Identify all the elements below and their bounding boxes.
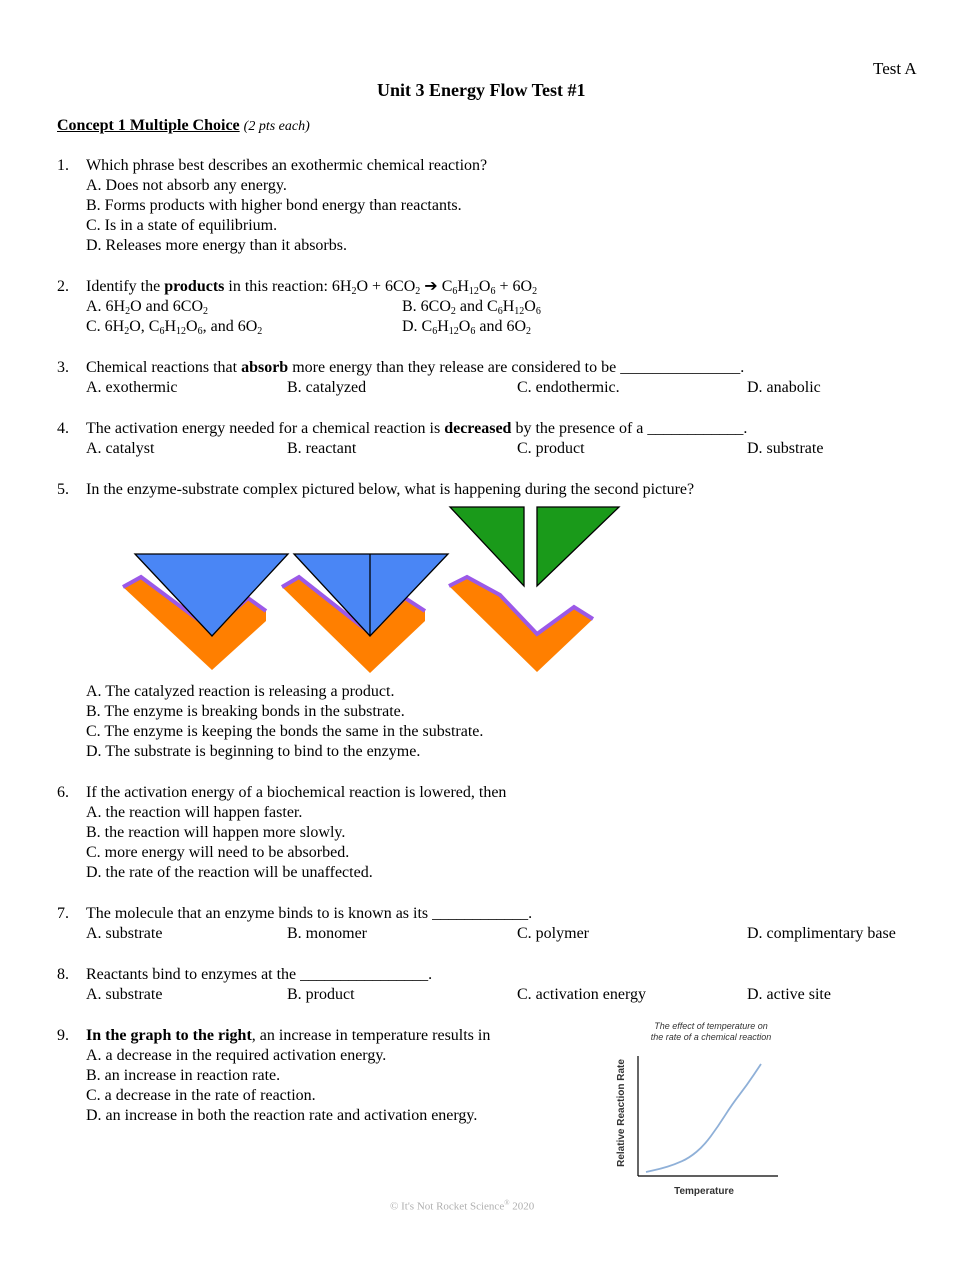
question-1-option-a: A. Does not absorb any energy. xyxy=(86,177,287,194)
section-points: (2 pts each) xyxy=(243,119,310,134)
question-3-text xyxy=(86,358,744,378)
question-9-text xyxy=(86,1026,490,1046)
question-9-suffix: , an increase in temperature results in xyxy=(251,1027,491,1044)
temperature-rate-graph xyxy=(600,1015,800,1200)
test-label: Test A xyxy=(873,59,917,78)
question-6-option-b: B. the reaction will happen more slowly. xyxy=(86,824,346,841)
question-1-option-d: D. Releases more energy than it absorbs. xyxy=(86,237,347,254)
page-title: Unit 3 Energy Flow Test #1 xyxy=(377,80,586,100)
question-3-option-d: D. anabolic xyxy=(747,379,821,396)
question-5-option-b: B. The enzyme is breaking bonds in the substrate. xyxy=(86,703,405,720)
question-number: 2. xyxy=(57,278,69,295)
question-5-option-a: A. The catalyzed reaction is releasing a product. xyxy=(86,683,395,700)
question-3-prefix: Chemical reactions that xyxy=(86,359,242,376)
question-2-option-b: B. $6CO_2$ and $C_6H_{12}O_6$ xyxy=(402,298,541,317)
footer-year: 2020 xyxy=(509,1200,535,1213)
y-axis-label: Relative Reaction Rate xyxy=(616,1059,627,1167)
question-7-option-d: D. complimentary base xyxy=(747,925,896,942)
question-7-option-c: C. polymer xyxy=(517,925,589,942)
footer-reg: ® xyxy=(504,1199,510,1207)
question-8-option-c: C. activation energy xyxy=(517,986,646,1003)
product-shape-left xyxy=(450,507,524,586)
question-9-option-d: D. an increase in both the reaction rate and activation energy. xyxy=(86,1107,478,1124)
stage-2-substrate-bound xyxy=(282,554,448,673)
question-number: 8. xyxy=(57,966,69,983)
question-1-option-c: C. Is in a state of equilibrium. xyxy=(86,217,278,234)
question-8-text: Reactants bind to enzymes at the ________________. xyxy=(86,966,433,983)
question-4-suffix: by the presence of a ____________. xyxy=(511,420,748,437)
copyright-footer xyxy=(390,1193,534,1217)
question-number: 3. xyxy=(57,359,69,376)
graph-title-line2: the rate of a chemical reaction xyxy=(650,1032,772,1042)
question-7-option-b: B. monomer xyxy=(287,925,367,942)
question-2-mid: in this reaction: 6H xyxy=(224,278,352,295)
graph-title-line1: The effect of temperature on xyxy=(654,1021,768,1031)
question-3-bold: absorb xyxy=(241,359,289,376)
question-6-text: If the activation energy of a biochemical reaction is lowered, then xyxy=(86,784,507,801)
question-4-prefix: The activation energy needed for a chemical reaction is xyxy=(86,420,445,437)
question-4-option-b: B. reactant xyxy=(287,440,357,457)
question-8-option-a: A. substrate xyxy=(86,986,163,1003)
question-7-text: The molecule that an enzyme binds to is known as its ____________. xyxy=(86,905,533,922)
question-5-option-d: D. The substrate is beginning to bind to the enzyme. xyxy=(86,743,421,760)
product-shape-right xyxy=(537,507,619,586)
question-number: 6. xyxy=(57,784,69,801)
enzyme-substrate-diagram xyxy=(110,500,630,680)
question-4-option-a: A. catalyst xyxy=(86,440,155,457)
stage-3-products-released xyxy=(449,507,619,672)
question-3-option-a: A. exothermic xyxy=(86,379,178,396)
question-1-text: Which phrase best describes an exothermic chemical reaction? xyxy=(86,157,488,174)
reaction-rate-curve xyxy=(646,1064,761,1172)
question-5-option-c: C. The enzyme is keeping the bonds the same in the substrate. xyxy=(86,723,484,740)
question-8-option-b: B. product xyxy=(287,986,355,1003)
section-title: Concept 1 Multiple Choice xyxy=(57,117,240,134)
question-4-text xyxy=(86,419,747,439)
question-4-option-c: C. product xyxy=(517,440,585,457)
question-number: 4. xyxy=(57,420,69,437)
question-3-option-b: B. catalyzed xyxy=(287,379,367,396)
question-2-option-c: C. $6H_2O$, $C_6H_{12}O_6$, and $6O_2$ xyxy=(86,318,263,337)
question-number: 7. xyxy=(57,905,69,922)
question-6-option-c: C. more energy will need to be absorbed. xyxy=(86,844,350,861)
question-4-bold: decreased xyxy=(444,420,512,437)
question-4-option-d: D. substrate xyxy=(747,440,824,457)
question-5-text: In the enzyme-substrate complex pictured below, what is happening during the second picture? xyxy=(86,481,695,498)
footer-text: © It's Not Rocket Science xyxy=(390,1200,505,1213)
x-axis-label: Temperature xyxy=(674,1186,734,1197)
question-9-bold: In the graph to the right xyxy=(86,1027,252,1044)
question-number: 5. xyxy=(57,481,69,498)
question-3-option-c: C. endothermic. xyxy=(517,379,620,396)
question-8-option-d: D. active site xyxy=(747,986,831,1003)
question-6-option-a: A. the reaction will happen faster. xyxy=(86,804,303,821)
question-2-text: Identify the products in this reaction: $6H_2O + 6CO_2$ ➔ $C_6H_{12}O_6 + 6O_2$ xyxy=(86,278,538,297)
enzyme-shape xyxy=(449,577,593,672)
question-9-option-c: C. a decrease in the rate of reaction. xyxy=(86,1087,316,1104)
section-heading xyxy=(57,116,310,137)
stage-1-substrate-approaching xyxy=(123,554,288,670)
question-number: 9. xyxy=(57,1027,69,1044)
question-7-option-a: A. substrate xyxy=(86,925,163,942)
question-3-suffix: more energy than they release are considered to be _______________. xyxy=(288,359,745,376)
question-number: 1. xyxy=(57,157,69,174)
question-2-option-d: D. $C_6H_{12}O_6$ and $6O_2$ xyxy=(402,318,532,337)
question-2-option-a: A. $6H_2O$ and $6CO_2$ xyxy=(86,298,208,317)
reaction-arrow-icon: ➔ xyxy=(424,278,438,295)
question-1-option-b: B. Forms products with higher bond energy than reactants. xyxy=(86,197,462,214)
question-2-prefix: Identify the xyxy=(86,278,165,295)
question-9-option-b: B. an increase in reaction rate. xyxy=(86,1067,281,1084)
question-9-option-a: A. a decrease in the required activation energy. xyxy=(86,1047,387,1064)
question-6-option-d: D. the rate of the reaction will be unaffected. xyxy=(86,864,373,881)
question-2-bold: products xyxy=(164,278,225,295)
